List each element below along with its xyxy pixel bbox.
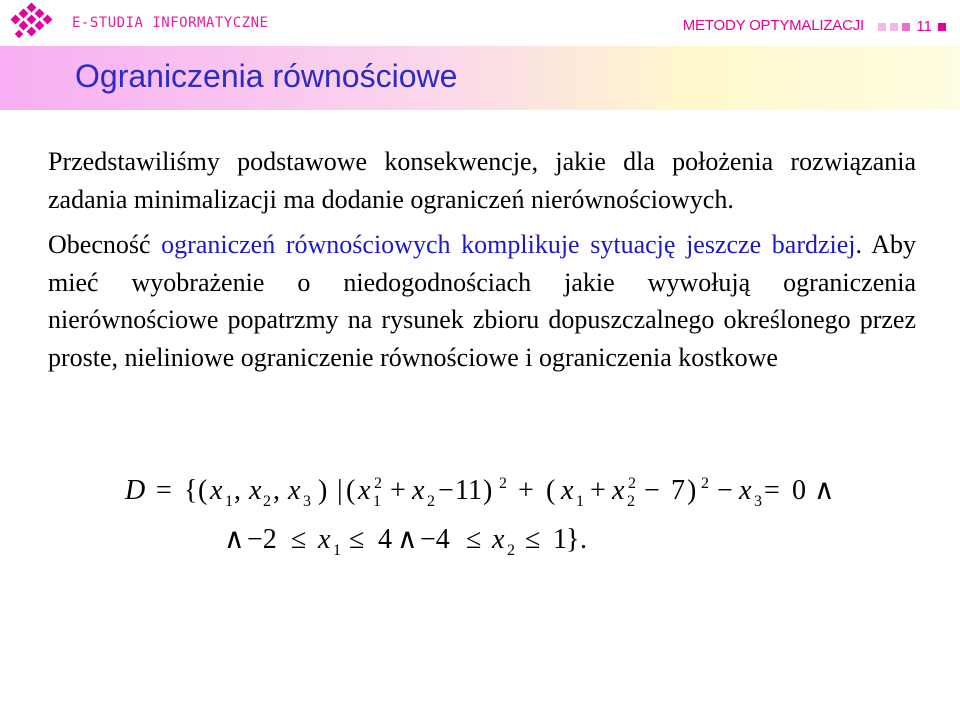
comma: , xyxy=(273,475,280,506)
number: 1 xyxy=(553,524,567,555)
var-x: x xyxy=(358,475,371,506)
course-title: METODY OPTYMALIZACJI xyxy=(682,17,864,34)
rparen: ) xyxy=(687,475,697,506)
minus-sign: − xyxy=(717,475,733,506)
var-x: x xyxy=(288,475,301,506)
open-brace: { xyxy=(184,475,198,506)
subscript: 3 xyxy=(754,493,762,510)
var-x: x xyxy=(412,475,425,506)
subscript: 2 xyxy=(507,542,515,559)
subscript: 1 xyxy=(576,493,584,510)
paragraph-2-start: Obecność xyxy=(48,230,162,259)
subscript: 1 xyxy=(373,493,381,510)
paragraph-1: Przedstawiliśmy podstawowe konsekwencje, jakie dla położenia rozwiązania zadania minimalizacji ma dodanie ograniczeń nierównościowych. xyxy=(48,147,916,214)
equals-sign: = xyxy=(156,475,172,506)
rparen: ) xyxy=(318,475,328,506)
var-x: x xyxy=(739,475,752,506)
and-sign: ∧ xyxy=(224,524,245,555)
superscript: 2 xyxy=(374,475,382,492)
paragraph-2-highlight: ograniczeń równościowych komplikuje sytuację jeszcze bardziej xyxy=(161,230,856,259)
paragraph-2-rest: . Aby mieć wyobrażenie o niedogodnościach jakie wywołują ograniczenia nierównościowe popatrzmy na rysunek zbioru dopuszczalnego określonego przez proste, nieliniowe ograniczenie równościowe i ograniczenia kostkowe xyxy=(48,230,917,372)
number: −4 xyxy=(420,524,450,555)
var-x: x xyxy=(210,475,223,506)
lparen: ( xyxy=(198,475,208,506)
subscript: 2 xyxy=(263,493,271,510)
var-x: x xyxy=(249,475,262,506)
minus-sign: − xyxy=(644,475,660,506)
period: . xyxy=(580,524,587,555)
number: 11 xyxy=(455,475,482,506)
plus-sign: + xyxy=(390,475,406,506)
page-number: 11 xyxy=(916,18,932,35)
lparen: ( xyxy=(346,475,356,506)
comma: , xyxy=(234,475,241,506)
brand-name: E-STUDIA INFORMATYCZNE xyxy=(72,15,269,31)
lparen: ( xyxy=(546,475,556,506)
equals-sign: = xyxy=(764,475,780,506)
subscript: 1 xyxy=(225,493,233,510)
subscript: 3 xyxy=(303,493,311,510)
le-sign: ≤ xyxy=(291,524,307,555)
close-brace: } xyxy=(566,524,580,555)
number: 0 xyxy=(792,475,806,506)
superscript: 2 xyxy=(628,475,636,492)
minus-sign: − xyxy=(438,475,454,506)
number: 4 xyxy=(378,524,392,555)
le-sign: ≤ xyxy=(525,524,541,555)
subscript: 2 xyxy=(627,493,635,510)
set-name: D xyxy=(125,475,146,506)
plus-sign: + xyxy=(590,475,606,506)
subscript: 2 xyxy=(427,493,435,510)
rparen: ) xyxy=(483,475,493,506)
slide-title: Ograniczenia równościowe xyxy=(75,58,458,94)
and-sign: ∧ xyxy=(397,524,418,555)
var-x: x xyxy=(492,524,505,555)
var-x: x xyxy=(318,524,331,555)
plus-sign: + xyxy=(518,475,534,506)
var-x: x xyxy=(561,475,574,506)
number: −2 xyxy=(247,524,277,555)
le-sign: ≤ xyxy=(466,524,482,555)
var-x: x xyxy=(612,475,625,506)
le-sign: ≤ xyxy=(349,524,365,555)
superscript: 2 xyxy=(499,475,507,492)
subscript: 1 xyxy=(333,542,341,559)
number: 7 xyxy=(671,475,685,506)
superscript: 2 xyxy=(701,475,709,492)
bar: | xyxy=(337,475,343,506)
and-sign: ∧ xyxy=(814,475,835,506)
